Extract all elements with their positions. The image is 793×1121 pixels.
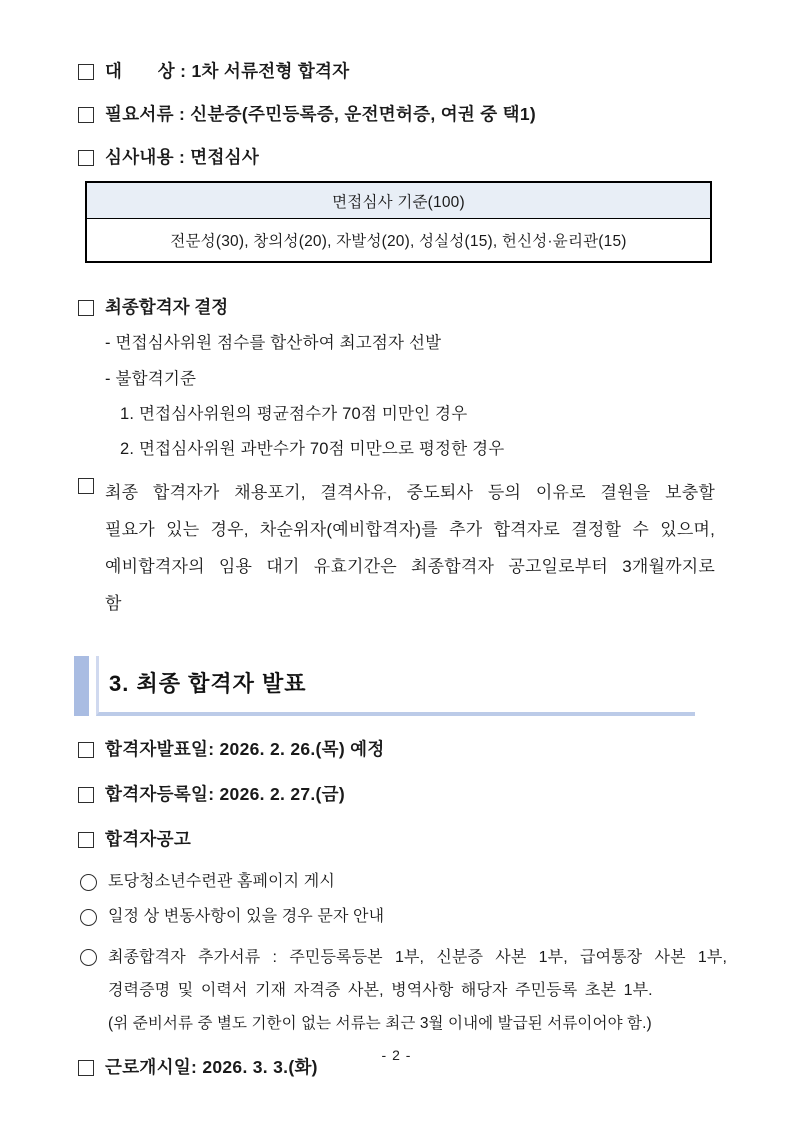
target-label: 대 상 : 1차 서류전형 합격자 (105, 61, 350, 81)
list-item-homepage-notice (80, 871, 727, 893)
register-date-label: 합격자등록일: 2026. 2. 27.(금) (105, 784, 346, 804)
square-bullet-icon (78, 64, 94, 80)
list-item-announcement (78, 828, 723, 851)
square-bullet-icon (78, 107, 94, 123)
announcement-label: 합격자공고 (105, 829, 192, 849)
section-bar-decoration (74, 656, 89, 716)
final-decision-heading (78, 296, 723, 319)
criteria-table-header: 면접심사 기준(100) (86, 182, 711, 219)
list-item-target (78, 60, 723, 83)
page-number: - 2 - (381, 1047, 412, 1063)
square-bullet-icon (78, 150, 94, 166)
review-content-label: 심사내용 : 면접심사 (105, 147, 260, 167)
list-item-fail-case-2: 2. 면접심사위원 과반수가 70점 미만으로 평정한 경우 (120, 440, 505, 458)
list-item-register-date (78, 783, 723, 806)
circle-bullet-icon (80, 909, 97, 926)
square-bullet-icon (78, 300, 94, 316)
extra-docs-note: (위 준비서류 중 별도 기한이 없는 서류는 최근 3월 이내에 발급된 서류이어야 함.) (108, 1015, 652, 1032)
extra-docs-block (108, 941, 727, 1040)
final-decision-label: 최종합격자 결정 (105, 297, 229, 317)
circle-bullet-icon (80, 949, 97, 966)
square-bullet-icon (78, 478, 94, 494)
square-bullet-icon (78, 787, 94, 803)
list-item-required-docs (78, 103, 723, 126)
criteria-table-row: 전문성(30), 창의성(20), 자발성(20), 성실성(15), 헌신성·윤리관(15) (170, 233, 627, 250)
required-docs-label: 필요서류 : 신분증(주민등록증, 운전면허증, 여권 중 택1) (105, 104, 537, 124)
list-item-fail-criteria: - 불합격기준 (105, 370, 197, 388)
square-bullet-icon (78, 742, 94, 758)
list-item-announce-date (78, 738, 723, 761)
reserve-paragraph-text: 최종 합격자가 채용포기, 결격사유, 중도퇴사 등의 이유로 결원을 보충할 필요가 있는 경우, 차순위자(예비합격자)를 추가 합격자로 결정할 수 있으며, 예비합격자의 임용 대기 유효기간은 최종합격자 공고일로부터 3개월까지로 함 (105, 483, 715, 613)
top-margin (0, 0, 793, 60)
list-item-score-sum: - 면접심사위원 점수를 합산하여 최고점자 선발 (105, 334, 442, 352)
list-item-fail-case-1: 1. 면접심사위원의 평균점수가 70점 미만인 경우 (120, 405, 468, 423)
reserve-candidate-paragraph (78, 474, 715, 622)
section-heading-final-announcement (74, 656, 695, 716)
list-item-review-content (78, 146, 723, 169)
extra-docs-text: 최종합격자 추가서류 : 주민등록등본 1부, 신분증 사본 1부, 급여통장 사본 1부, 경력증명 및 이력서 기재 자격증 사본, 병역사항 해당자 주민등록 초본 1부. (108, 949, 727, 999)
sms-notice-label: 일정 상 변동사항이 있을 경우 문자 안내 (108, 908, 385, 925)
section-title: 3. 최종 합격자 발표 (109, 670, 307, 696)
homepage-notice-label: 토당청소년수련관 홈페이지 게시 (108, 873, 335, 890)
list-item-sms-notice (80, 906, 727, 928)
interview-criteria-table (85, 181, 712, 263)
square-bullet-icon (78, 832, 94, 848)
list-item-extra-docs (80, 941, 727, 1040)
section-title-wrap (96, 656, 695, 716)
circle-bullet-icon (80, 874, 97, 891)
work-start-label: 근로개시일: 2026. 3. 3.(화) (105, 1057, 318, 1077)
announce-date-label: 합격자발표일: 2026. 2. 26.(목) 예정 (105, 739, 385, 759)
